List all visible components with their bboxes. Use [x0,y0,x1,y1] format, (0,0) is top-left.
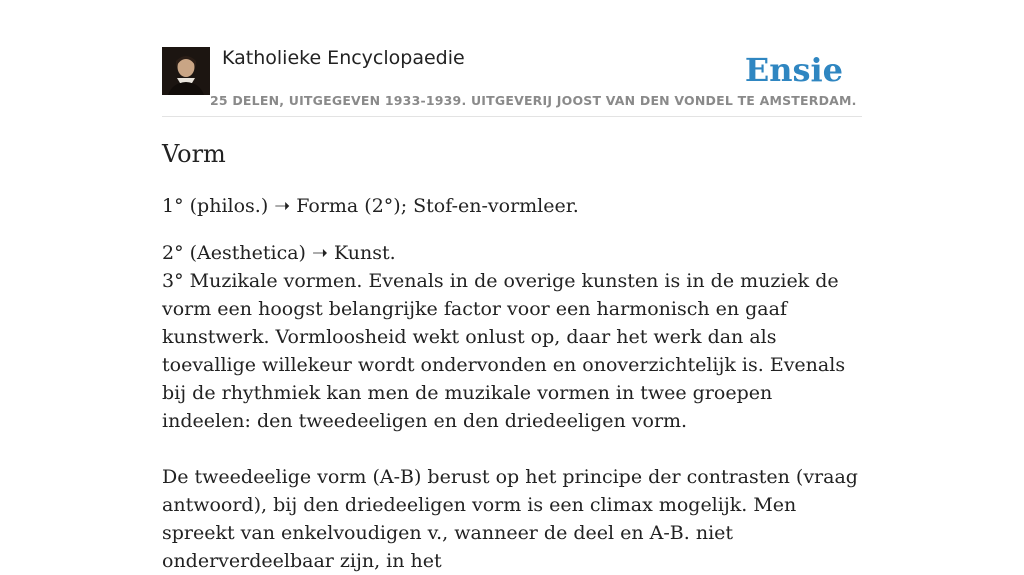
source-title-link[interactable]: Katholieke Encyclopaedie [222,47,465,69]
definition-line-1: 1° (philos.) ➝ Forma (2°); Stof-en-vormleer. [162,195,579,217]
definition-paragraph-4: De tweedeelige vorm (A-B) berust op het principe der contrasten (vraag antwoord), bij den driedeeligen vorm is een climax mogelijk. Men spreekt van enkelvoudigen v., wanneer de deel en A-B. niet onderverdeelbaar zijn, in het [162,466,858,572]
article-body [162,136,862,575]
article-title: Vorm [162,140,226,168]
source-subtitle: 25 DELEN, UITGEGEVEN 1933-1939. UITGEVERIJ JOOST VAN DEN VONDEL TE AMSTERDAM. [210,93,857,108]
paragraph-spacer [162,435,862,463]
portrait-icon [162,47,210,95]
source-header [162,0,862,117]
source-avatar[interactable] [162,47,210,95]
definition-line-2: 2° (Aesthetica) ➝ Kunst. [162,242,396,264]
definition-paragraph-3: 3° Muzikale vormen. Evenals in de overige kunsten is in de muziek de vorm een hoogst belangrijke factor voor een harmonisch en gaaf kunstwerk. Vormloosheid wekt onlust op, daar het werk dan als toevallige willekeur wordt ondervonden en onoverzichtelijk is. Evenals bij de rhythmiek kan men de muzikale vormen in twee groepen indeelen: den tweedeeligen en den driedeeligen vorm. [162,270,846,432]
ensie-logo-link[interactable]: Ensie [744,51,843,89]
